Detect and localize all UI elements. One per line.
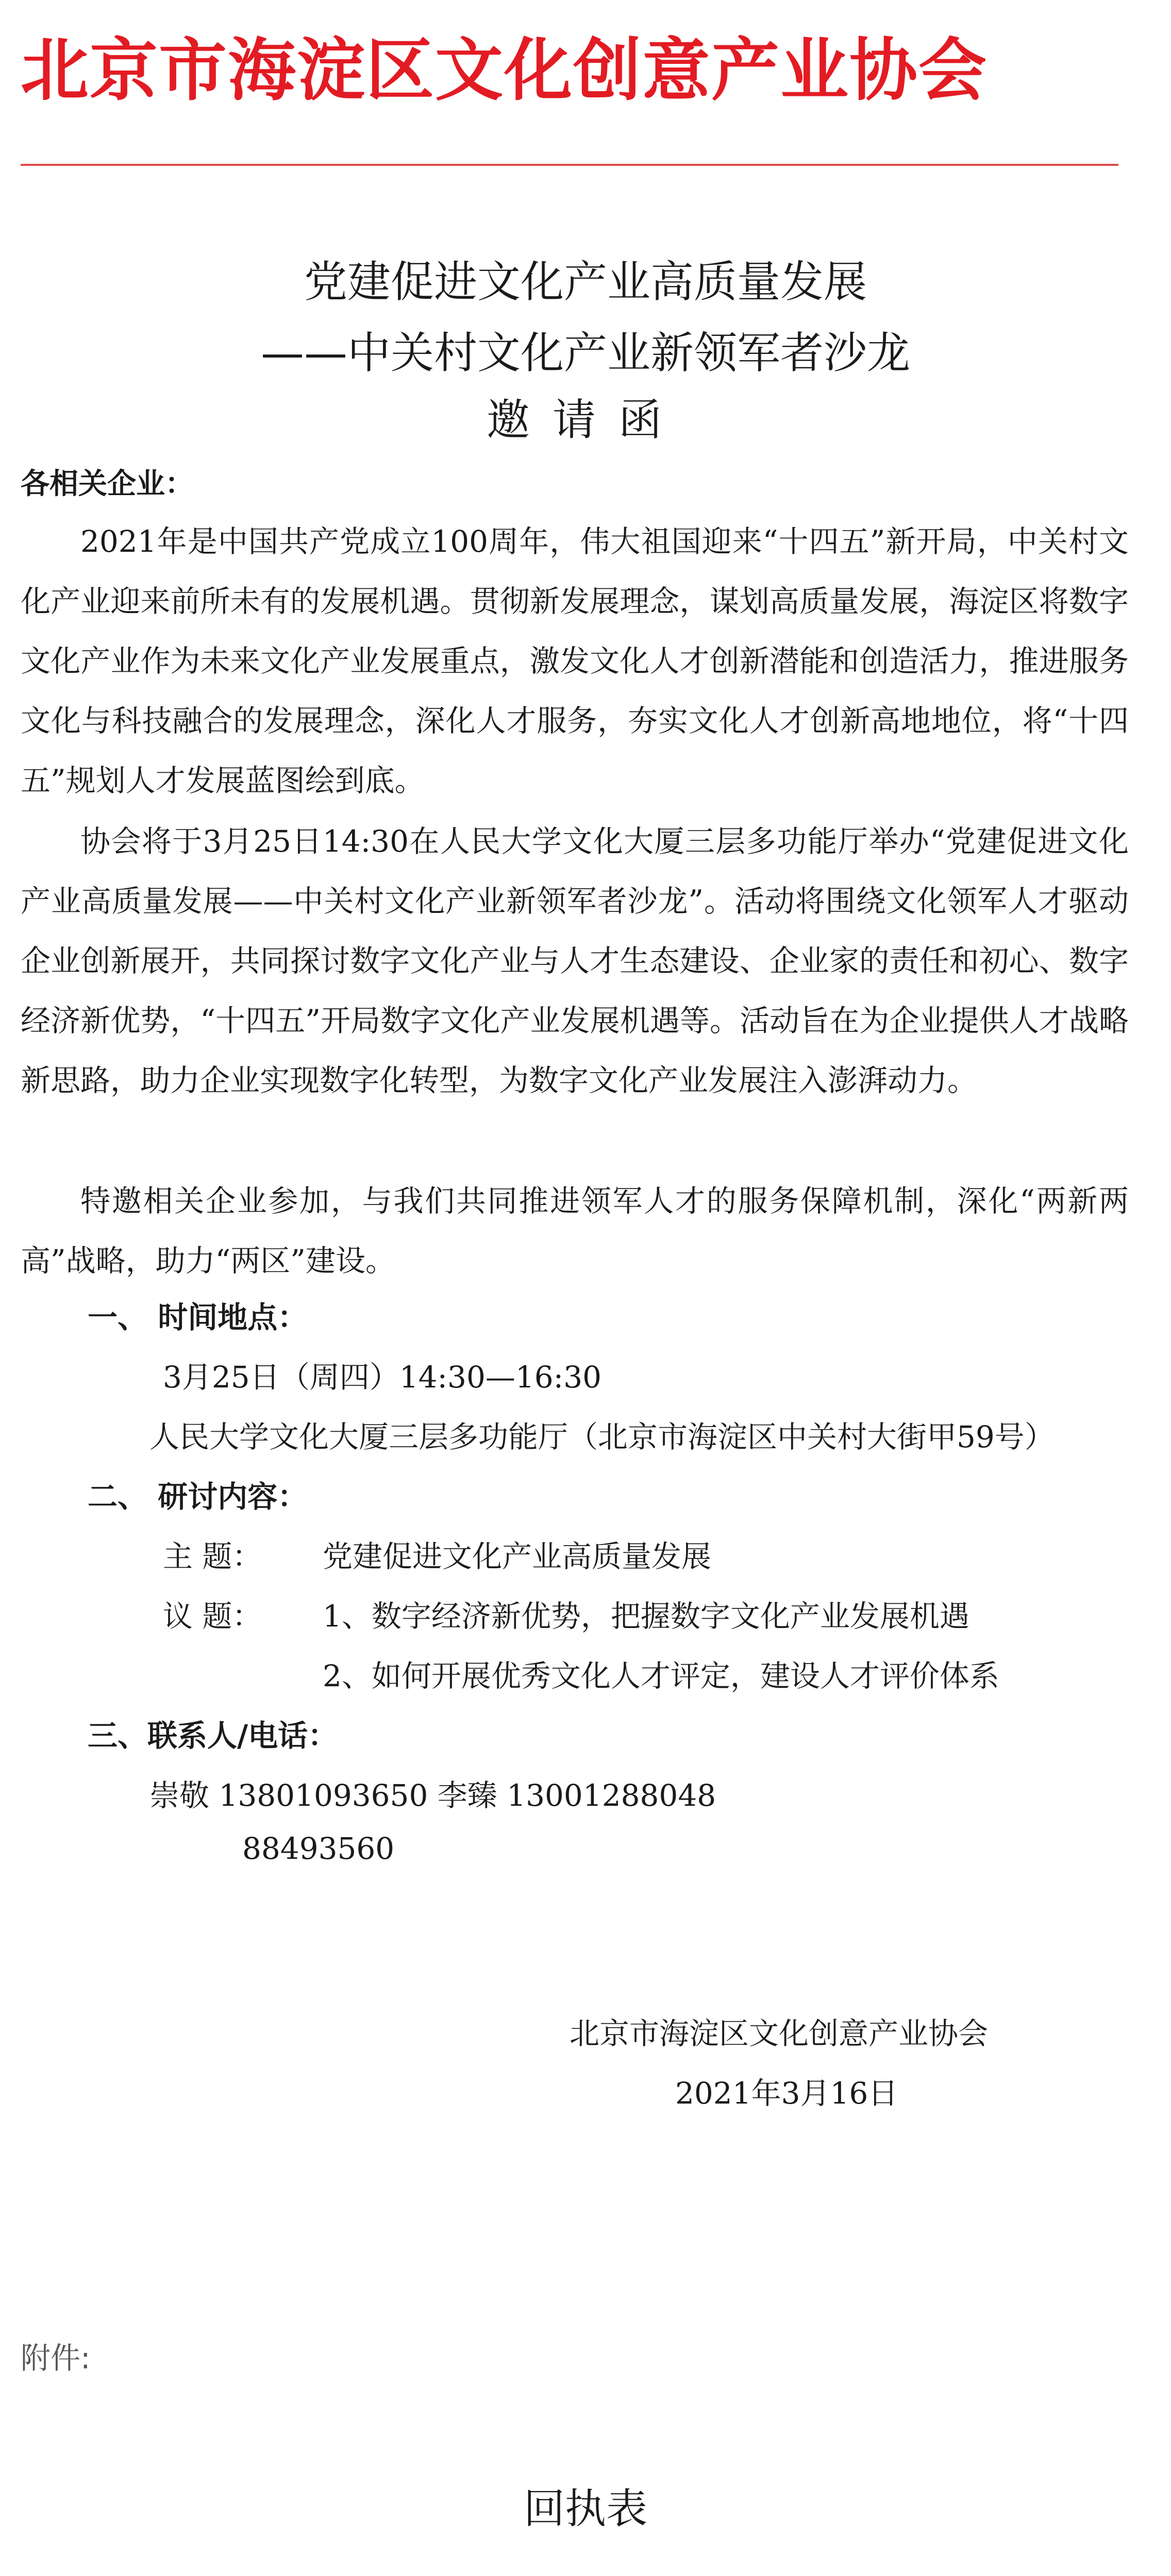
section-contact-heading: 三、联系人/电话： <box>88 1718 338 1753</box>
topic-item-2: 2、如何开展优秀文化人才评定，建设人才评价体系 <box>323 1658 999 1693</box>
theme-text: 党建促进文化产业高质量发展 <box>323 1539 712 1574</box>
doc-title-line2: ——中关村文化产业新领军者沙龙 <box>260 328 910 378</box>
contact-line-2: 88493560 <box>242 1831 395 1866</box>
topics-label: 议 题： <box>163 1599 262 1634</box>
org-header-title: 北京市海淀区文化创意产业协会 <box>21 31 988 110</box>
event-place: 人民大学文化大厦三层多功能厅（北京市海淀区中关村大街甲59号） <box>149 1419 1055 1454</box>
signature-date: 2021年3月16日 <box>675 2076 898 2111</box>
salutation: 各相关企业： <box>21 467 194 501</box>
paragraph-event: 协会将于3月25日14:30在人民大学文化大厦三层多功能厅举办“党建促进文化产业高质量发展——中关村文化产业新领军者沙龙”。活动将围绕文化领军人才驱动企业创新展开，共同探讨数字文化产业与人才生态建设、企业家的责任和初心、数字经济新优势，“十四五”开局数字文化产业发展机遇等。活动旨在为企业提供人才战略新思路，助力企业实现数字化转型，为数字文化产业发展注入澎湃动力。 <box>21 824 1129 1098</box>
paragraph-invite: 特邀相关企业参加，与我们共同推进领军人才的服务保障机制，深化“两新两高”战略，助力“两区”建设。 <box>21 1183 1129 1278</box>
paragraph-intro: 2021年是中国共产党成立100周年，伟大祖国迎来“十四五”新开局，中关村文化产业迎来前所未有的发展机遇。贯彻新发展理念，谋划高质量发展，海淀区将数字文化产业作为未来文化产业发展重点，激发文化人才创新潜能和创造活力，推进服务文化与科技融合的发展理念，深化人才服务，夯实文化人才创新高地地位，将“十四五”规划人才发展蓝图绘到底。 <box>21 524 1129 798</box>
receipt-title: 回执表 <box>524 2485 647 2533</box>
section-topics-heading: 二、 研讨内容： <box>88 1479 308 1514</box>
event-time: 3月25日（周四）14:30—16:30 <box>163 1360 601 1395</box>
signature-org: 北京市海淀区文化创意产业协会 <box>570 2016 989 2051</box>
doc-title-line1: 党建促进文化产业高质量发展 <box>304 257 867 307</box>
topic-item-1: 1、数字经济新优势，把握数字文化产业发展机遇 <box>323 1599 969 1634</box>
section-time-place-heading: 一、 时间地点： <box>88 1300 308 1335</box>
contact-line-1: 崇敬 13801093650 李臻 13001288048 <box>149 1778 716 1813</box>
annex-label: 附件: <box>21 2341 91 2376</box>
doc-title-invitation: 邀请函 <box>486 395 684 445</box>
header-divider <box>21 164 1118 166</box>
theme-label: 主 题： <box>163 1539 262 1574</box>
